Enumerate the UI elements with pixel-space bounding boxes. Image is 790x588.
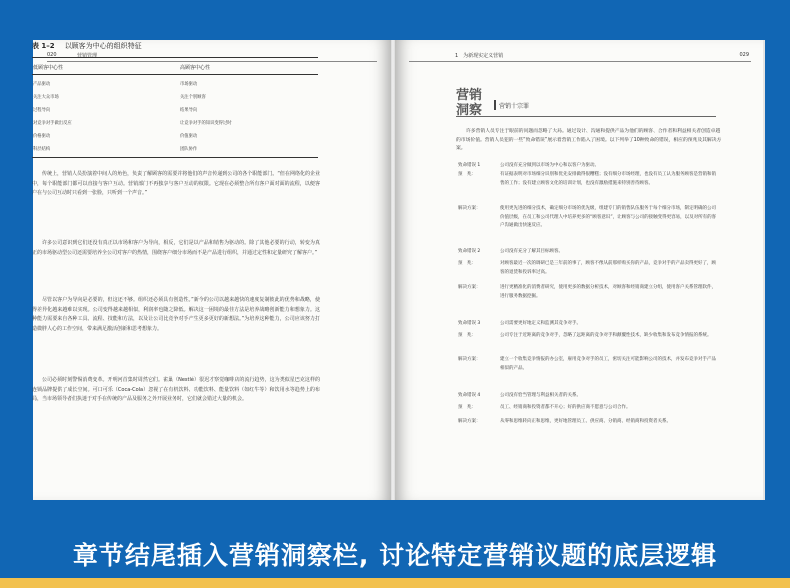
body-paragraph: 传统上，营销人员扮演着中间人的角色，负责了解顾客的需要并将他们的声音传递到公司的各个职能部门。“但在网络化的企业中，每个职能部门都可以直接与客户互动。营销部门不再独享与客户互动的权限。它现在必须整合所有客户面对面的流程，以便客户在与公司互动时只看到一张脸，只听到一个声音。” — [32, 171, 320, 196]
omen-label: 预 兆： — [458, 333, 476, 338]
table-cell: 价值驱动 — [180, 134, 198, 139]
insight-title-line2: 洞察 — [456, 103, 483, 118]
sin-label: 致命错误 1 — [458, 163, 481, 168]
body-paragraph: 许多公司意识到它们还没有真正以市场和客户为导向，相反，它们是以产品和销售为驱动的。除了其他必要的行动，转变为真正的市场驱动型公司还需要培养全公司对客户的热情，围绕客户细分市场而不是产品进行组织，并通过定性和定量研究了解客户。” — [32, 240, 320, 256]
fix-text: 进行更精准化的消费者研究，使用更多的数据分析技术，对顾客和经销商建立分组，使用客户关系管理软件，进行服务数据挖掘。 — [500, 285, 716, 299]
insight-title-line1: 营销 — [456, 88, 483, 103]
omen-text: 对顾客最近一次的调研已是三年前的事了，顾客不像从前那样购买你的产品，竞争对手的产品卖得更好了，顾客的退货和投诉率过高。 — [500, 261, 716, 275]
left-running-head: 营销管理 — [77, 53, 98, 59]
table-cell: 价格驱动 — [33, 134, 51, 139]
right-page-marker: 1 为新现实定义营销 — [455, 53, 504, 59]
sin-label: 致命错误 4 — [458, 393, 481, 398]
fix-text: 使用更先进的细分技术，确定细分市场的优先级，组建专门的销售队伍服务于每个细分市场，制定明确的公司价值层级，在员工和公司代理人中培养更多的“顾客意识”，让顾客与公司的接触变得更容易，以及对所有的客户沟通做出快速反应。 — [500, 206, 717, 228]
table-cell: 关注个别顾客 — [180, 95, 206, 100]
omen-text: 员工、经销商和投资者都不开心；好的供应商不愿意与公司合作。 — [500, 405, 631, 410]
body-paragraph: 尽管以客户为导向是必要的，但这还不够。组织还必须具有创造性。”新今的公司以越来越快的速度复制彼此的优势和战略，使得差异化越来越难以实现。公司变得越来越相似，利润率也随之降低。解决这一困境的最佳方法是培养战略创新能力和想象力。这种能力需要来自各种工具、流程、技能和方法，以及让公司比竞争对手产生更多更好的新想法。”为培养这种能力，公司应该努力打造微胖人心的工作空间，带来满足激活创新和思考想象力。 — [32, 297, 320, 332]
table-cell: 市场驱动 — [180, 82, 198, 87]
table-top-rule — [32, 57, 318, 58]
left-page — [33, 40, 391, 500]
body-paragraph: 公司必须时刻警惕消费变革。开明河首集时周然它们。雀巢（Nestlé）很迟才察觉咖啡店的流行趋势，这为类似星巴克这样的连锁品牌提供了成长空间。可口可乐（Coca-Cola）忽视了在有机饮料、功能饮料、能量饮料（如红牛等）和饮用水等趋势上的布局，当市场领导者们执迷于对手在传统的产品及服务之外开展业务时，它们就会错过大量的机会。 — [32, 377, 320, 402]
table-bottom-rule — [32, 157, 318, 158]
sin-text: 公司需要更好地定义和监测其竞争对手。 — [500, 321, 581, 326]
table-col-header-high: 高顾客中心性 — [180, 65, 211, 71]
fix-text: 从零和思维转向正和思维，更好地管理员工、供应商、分销商、经销商和投资者关系。 — [500, 419, 671, 424]
table-cell: 过程导向 — [33, 108, 51, 113]
omen-text: 有证据表明对市场细分识别和优先安排做得很糟糕；没有细分市场经理，也没有员工认为服务顾客是营销和销售的工作；没有建立顾客文化的培训计划，也没有激励措施来特别善待顾客。 — [500, 172, 716, 186]
insight-subtitle: 营销十宗罪 — [499, 103, 530, 110]
table-header-rule — [32, 74, 318, 75]
table-cell: 科层结构 — [33, 147, 51, 152]
fix-label: 解决方案： — [458, 357, 481, 362]
right-header-rule — [409, 61, 751, 62]
right-page-number: 029 — [739, 52, 749, 58]
sin-text: 公司没有恰当管理与利益相关者的关系。 — [500, 393, 581, 398]
table-cell: 对竞争对手做出反应 — [33, 121, 72, 126]
fix-text: 建立一个收集竞争情报的办公室，雇用竞争对手的员工，密切关注可能影响公司的技术，并发布竞争对手产品相似的产品。 — [500, 357, 716, 371]
table-caption: 以顾客为中心的组织特征 — [64, 42, 142, 50]
table-cell: 结果导向 — [180, 108, 198, 113]
sin-text: 公司没有充分了解其目标顾客。 — [500, 249, 563, 254]
left-page-number: 020 — [47, 52, 57, 58]
sin-text: 公司没有充分做到以市场为中心和以客户为驱动。 — [500, 163, 599, 168]
omen-label: 预 兆： — [458, 172, 476, 177]
omen-label: 预 兆： — [458, 261, 476, 266]
table-number: 表 1–2 — [32, 42, 55, 50]
left-header-rule — [47, 61, 377, 62]
fix-label: 解决方案： — [458, 206, 481, 211]
omen-text: 公司专注于近距离的竞争对手，忽略了远距离的竞争对手和颠覆性技术，缺少收集和发布竞争情报的系统。 — [500, 333, 712, 338]
promo-caption: 章节结尾插入营销洞察栏, 讨论特定营销议题的底层逻辑 — [72, 541, 718, 570]
omen-label: 预 兆： — [458, 405, 476, 410]
sin-label: 致命错误 3 — [458, 321, 481, 326]
table-title — [32, 41, 142, 51]
table-col-header-low: 低顾客中心性 — [33, 65, 64, 71]
fix-label: 解决方案： — [458, 285, 481, 290]
bottom-accent-stripe — [0, 578, 790, 588]
sin-label: 致命错误 2 — [458, 249, 481, 254]
marketing-insight-title — [456, 88, 482, 118]
table-cell: 关注大众市场 — [33, 95, 59, 100]
table-cell: 产品驱动 — [33, 82, 51, 87]
insight-intro: 许多营销人员专注于眼前的问题而忽略了大局。通过设计、沟通和提供产品为他们的顾客、合作者和利益相关者创造卓越的市场价值。营销人员犯的一些“致命错误”展示着营销工作陷入了困境。以下列举了10种致命的错误，相应的预兆及其解决方案。 — [456, 129, 722, 151]
insight-title-rule — [456, 116, 716, 117]
insight-title-bar — [494, 100, 496, 110]
table-cell: 团队协作 — [180, 147, 198, 152]
table-cell: 让竞争对手的知识变得过时 — [180, 121, 232, 126]
fix-label: 解决方案： — [458, 419, 481, 424]
